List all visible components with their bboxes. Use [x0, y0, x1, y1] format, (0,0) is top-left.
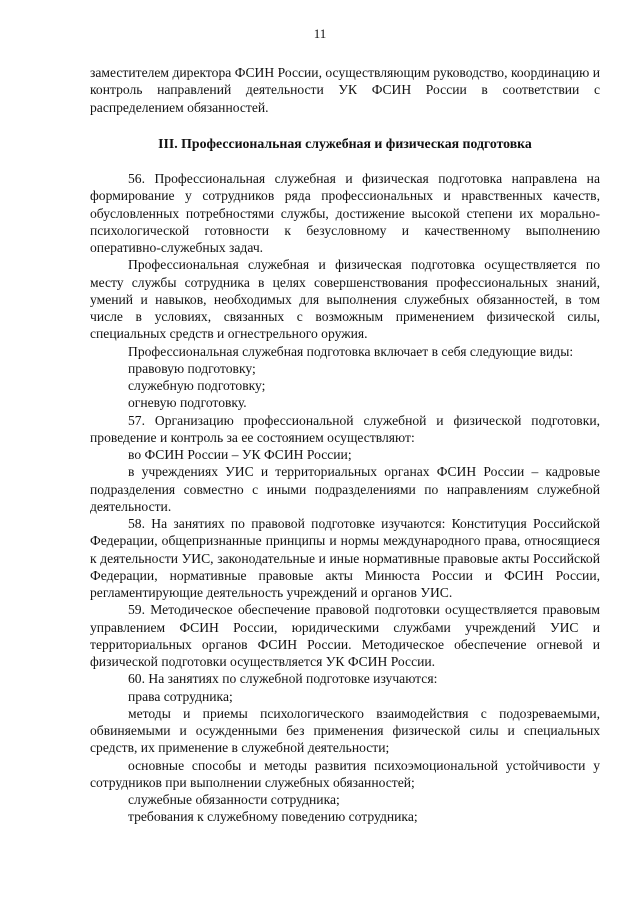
paragraph-continuation: заместителем директора ФСИН России, осуществляющим руководство, координацию и контроль направлений деятельности УК ФСИН России в соответствии с распределением обязанностей.: [90, 65, 600, 115]
section-heading: III. Профессиональная служебная и физическая подготовка: [158, 135, 532, 151]
paragraph-58: 58. На занятиях по правовой подготовке изучаются: Конституция Российской Федерации, общепризнанные принципы и нормы международного права, относящиеся к деятельности УИС, законодательные и иные нормативные правовые акты Российской Федерации, нормативные правовые акты Минюста России и ФСИН России, регламентирующие деятельность учреждений и органов УИС.: [90, 516, 600, 600]
paragraph-59: 59. Методическое обеспечение правовой подготовки осуществляется правовым управлением ФСИН России, юридическими службами учреждений УИС и территориальных органов ФСИН России. Методическое обеспечение огневой и физической подготовки осуществляется УК ФСИН России.: [90, 602, 600, 669]
list-item: служебную подготовку;: [128, 378, 266, 393]
paragraph: Профессиональная служебная и физическая подготовка осуществляется по месту службы сотрудника в целях совершенствования профессиональных знаний, умений и навыков, необходимых для выполнения служебных обязанностей, в том числе в условиях, связанных с возможным применением физической силы, специальных средств и огнестрельного оружия.: [90, 257, 600, 342]
paragraph-60: 60. На занятиях по служебной подготовке изучаются:: [128, 671, 438, 687]
document-body: [90, 64, 600, 826]
list-item: права сотрудника;: [128, 688, 233, 704]
paragraph: методы и приемы психологического взаимодействия с подозреваемыми, обвиняемыми и осужденными без применения физической силы и специальных средств, их применение в служебной деятельности;: [90, 705, 600, 756]
list-item: правовую подготовку;: [128, 360, 256, 376]
list-item: огневую подготовку.: [128, 395, 247, 411]
paragraph: основные способы и методы развития психоэмоциональной устойчивости у сотрудников при выполнении служебных обязанностей;: [90, 757, 600, 790]
paragraph-57: 57. Организацию профессиональной служебной и физической подготовки, проведение и контроль за ее состоянием осуществляют:: [90, 412, 600, 445]
page-number: 11: [313, 26, 327, 41]
paragraph: в учреждениях УИС и территориальных органах ФСИН России – кадровые подразделения совместно с иными подразделениями по направлениям служебной деятельности.: [90, 464, 600, 514]
list-item: служебные обязанности сотрудника;: [128, 792, 340, 807]
paragraph-56: 56. Профессиональная служебная и физическая подготовка направлена на формирование у сотрудников ряда профессиональных и нравственных качеств, обусловленных потребностями службы, достижение высокой степени их морально-психологической готовности к безусловному и качественному выполнению оперативно-служебных задач.: [90, 171, 600, 255]
list-item: требования к служебному поведению сотрудника;: [128, 809, 418, 825]
list-item: во ФСИН России – УК ФСИН России;: [128, 447, 352, 462]
paragraph: Профессиональная служебная подготовка включает в себя следующие виды:: [128, 343, 574, 359]
